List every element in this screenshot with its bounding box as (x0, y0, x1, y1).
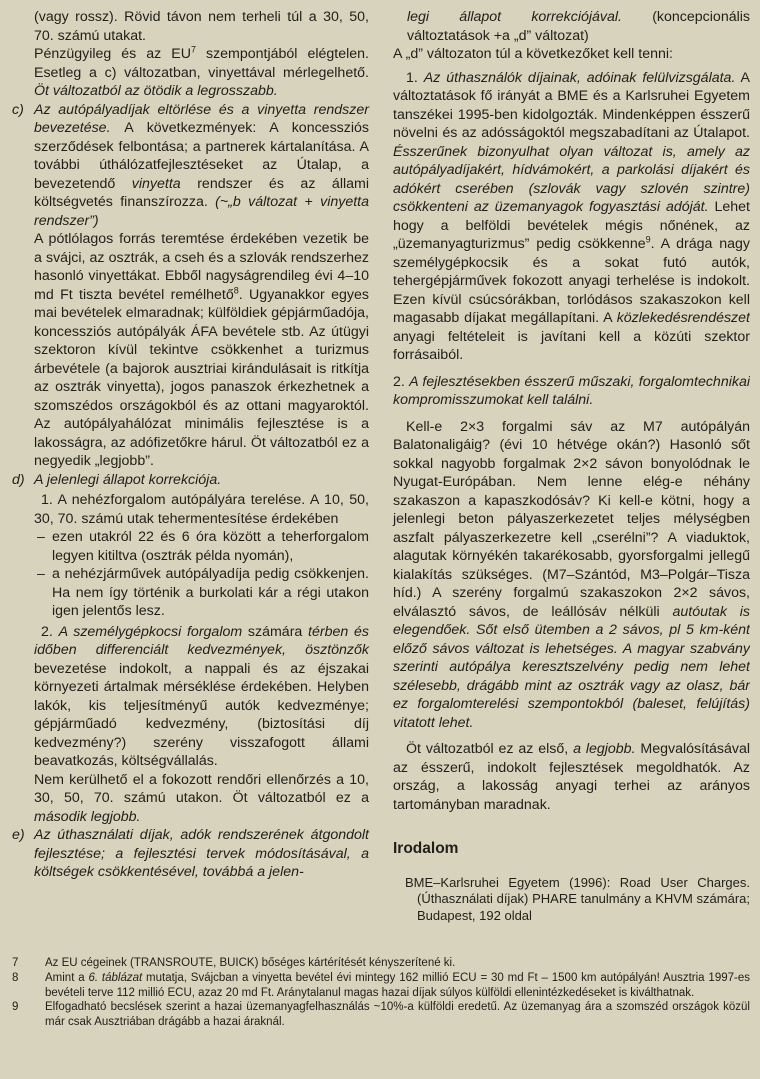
paragraph-b-continuation (12, 8, 369, 45)
text-run: Elfogadható becslések szerint a hazai üzemanyagfelhasználás ~10%-a külföldi eredetű. Az üzemanyag ára a szomszéd országok közül már csak Ausztriában drágább a hazai áraknál. (45, 1001, 750, 1029)
text-run-italic: a legjobb. (573, 741, 636, 757)
text-run-italic: Öt változatból az ötödik a legrosszabb. (34, 83, 278, 99)
text-run: Kell-e 2×3 forgalmi sáv az M7 autópályán Balatonaligáig? (évi 10 hétvége okán?) Hasonló sőt sokkal nagyobb forgalmak 2×2 sávon bonyolódnak le Nyugat-Európában. Nem lenne elég-e néhány szakaszon a kapaszkodósáv? Ki kell-e kötni, hogy a jelenlegi beton pályaszerkezetet teljes mélységben aszfalt pályaszerkezetre kell „cserélni”? A viaduktok, alagutak környékén takarékosabb, gyorsforgalmi jellegű kialakítás szükséges. (M7–Szántód, M3–Polgár–Tisza híd.) A szerény forgalmú szakaszokon 2×2 sávos, elválasztó sávos, de leállósáv nélküli (393, 418, 750, 620)
text-run: Lehet hogy a belföldi bevételek mégis nőnének, az „üzemanyagturizmus” pedig csökkenne (393, 199, 750, 252)
text-run: 1. A nehézforgalom autópályára terelése. A 10, 50, 30, 70. számú utak tehermentesítése érdekében (34, 492, 369, 527)
text-run-italic: Az úthasználók díjainak, adóinak felülvizsgálata. (423, 69, 736, 86)
footnote-ref-7: 7 (190, 44, 196, 55)
footnote-number: 9 (12, 1001, 19, 1014)
footnote-text (45, 971, 750, 1001)
footnote-ref-9: 9 (645, 234, 651, 245)
footnotes-section (12, 956, 750, 1030)
text-run-italic: térben és időben differenciált kedvezmények, ösztönzők (34, 623, 369, 658)
dash-item-2 (34, 565, 369, 621)
text-run-italic: Az úthasználati díjak, adók rendszerének átgondolt fejlesztése; a fejlesztési tervek módosításával, a költségek csökkentésével, továbbá a jelen- (34, 827, 369, 880)
footnote-number: 7 (12, 957, 19, 969)
paragraph-d-3 (34, 771, 369, 827)
paragraph-r1 (393, 69, 750, 365)
text-run-italic: legi állapot korrekciójával. (407, 9, 622, 25)
text-run: A pótlólagos forrás teremtése érdekében vezetik be a svájci, az osztrák, a cseh és a szlovák rendszerhez hasonló vinyettákat. Ebből nagyságrendileg évi 4–10 md Ft tiszta bevétel remélhető (34, 231, 369, 303)
text-run: számára (242, 623, 309, 640)
paragraph-intro (393, 45, 750, 64)
text-run: Pénzügyileg és az EU (34, 46, 191, 62)
text-run: bevezetése indokolt, a nappali és az éjszakai környezeti ártalmak mérséklése érdekében. Helyben lakók, kis teljesítményű autók kedvezménye; gépjárműadó kedvezmény, (biztosítási díj kedvezmény?) szerény visszafogott állami beavatkozás, költségvállalás. (34, 660, 369, 769)
footnote-ref-8: 8 (233, 284, 239, 295)
list-label-e: e) (12, 827, 25, 843)
text-run-italic: (~„b változat + vinyetta rendszer”) (34, 194, 369, 229)
dash-marker: – (37, 529, 45, 545)
text-run: 2. (393, 373, 410, 390)
dash-marker: – (37, 566, 45, 582)
text-run-italic: A fejlesztésekben ésszerű műszaki, forgalomtechnikai kompromisszumokat kell találni. (393, 373, 750, 408)
footnote-7 (12, 956, 750, 971)
dash-text: ezen utakról 22 és 6 óra között a teherforgalom legyen kitiltva (osztrák példa nyomán), (52, 529, 369, 564)
paragraph-d-1 (34, 491, 369, 528)
text-run-italic: A jelenlegi állapot korrekciója. (34, 471, 222, 488)
text-run: Nem kerülhető el a fokozott rendőri ellenőrzés a 10, 30, 50, 70. számú utakon. Öt változatból ez a (34, 771, 369, 806)
footnote-text (45, 956, 750, 971)
text-run: rendszer és az állami költségvetés finanszírozza. (34, 175, 369, 210)
footnote-9 (12, 1000, 750, 1030)
text-run: (vagy rossz). Rövid távon nem terheli túl a 30, 50, 70. számú utakat. (34, 9, 369, 44)
text-run: anyagi feltételeit is javítani kell a közúti szektor forrásaiból. (393, 328, 750, 363)
paragraph-c-lead (34, 101, 369, 231)
list-body-c (34, 101, 369, 471)
text-run-italic: Ésszerűnek bizonyulhat olyan változat is, amely az autópályadíjakért, hídvámokért, a parkolási díjakért és adókért cserében (szlovák vagy szlovén szintre) csökkenteni az üzemanyagok fogyasztási adóját. (393, 143, 750, 215)
text-run: mutatja, Svájcban a vinyetta bevétel évi mintegy 162 millió ECU = 30 md Ft – 1500 km autópályán! Ausztria 1997-es bevételi terve 112 millió ECU, azaz 20 md Ft. Aránytalanul magas hazai díjak súlyos külföldi ellenintézkedéseket is kiválthatnak. (45, 971, 750, 999)
paragraph-e-continuation (393, 8, 750, 45)
text-run-italic: Az autópályadíjak eltörlése és a vinyetta rendszer bevezetése. (34, 101, 369, 136)
list-body-d (34, 471, 369, 827)
text-run: . A drága nagy személygépkocsik és a sokat futó autók, tehergépjárművek fokozott anyagi terhelése is indokolt. Ezen kívül csúcsórákban, torlódásos szakaszokon kell magasabb díjakat megállapítani. A (393, 236, 750, 326)
text-run: Öt változatból ez az első, (406, 741, 574, 757)
right-column (393, 8, 750, 944)
text-run: 1. (406, 69, 424, 86)
paragraph-r3 (393, 418, 750, 733)
bibliography-entry (393, 875, 750, 925)
text-run-italic: közlekedésrendészet (616, 310, 750, 326)
section-heading-irodalom (393, 840, 750, 859)
list-item-e (12, 826, 369, 882)
list-item-d (12, 471, 369, 827)
text-run: A következmények: A koncessziós szerződések felbontása; a partnerek kártalanítása. A további úthálózatfejlesztéseket az Útalap, a bevezetendő (34, 120, 369, 192)
text-run: A „d” változaton túl a következőket kell tenni: (393, 46, 673, 62)
paragraph-r4 (393, 740, 750, 814)
paragraph-e-lead (34, 826, 369, 882)
text-run: Amint a (45, 971, 89, 984)
text-run: BME–Karlsruhei Egyetem (1996): Road User Charges. (Úthasználati díjak) PHARE tanulmány a KHVM számára; Budapest, 192 oldal (405, 874, 750, 924)
text-run-italic: vinyetta (131, 175, 181, 192)
text-run: . Ugyanakkor egyes mai bevételek elmaradnak; külföldiek gépjárműadója, koncessziós autópályák ÁFA bevétele stb. Az útügyi szektoron kívül tekintve csökkenhet a turizmus árbevétele (a bajorok ausztriai kirándulásait is ritkítja az osztrák vinyetta), jogos panaszok érkezhetnek a szomszédos országokból és az ottani magyaroktól. Az autópályahálózat minimális fejlesztése is a lakosságra, az adófizetőkre hárul. Öt változatból ez a negyedik „legjobb”. (34, 286, 369, 469)
list-body-e (34, 826, 369, 882)
list-label-c: c) (12, 101, 24, 118)
text-run: szempontjából elégtelen. Esetleg a c) változatban, vinyettával mérlegelhető. (34, 46, 369, 81)
paragraph-c-2 (34, 230, 369, 471)
text-run: (koncepcionális változtatások +a „d” változat) (407, 9, 750, 44)
text-run: Irodalom (393, 840, 459, 857)
text-run-italic: második legjobb. (34, 808, 141, 825)
text-run: Megvalósításával az ésszerű, indokolt fejlesztések megoldhatók. Az ország, a lakosság anyagi terhei az arányos tartományban maradnak. (393, 741, 750, 813)
text-run: Az EU cégeinek (TRANSROUTE, BUICK) bőséges kártérítését kényszerítené ki. (45, 957, 456, 969)
dash-text: a nehézjárművek autópályadíja pedig csökkenjen. Ha nem így történik a burkolati kár a régi utakon igen jelentős lesz. (52, 566, 369, 619)
paragraph-d-2 (34, 623, 369, 771)
paragraph-b-conclusion (12, 45, 369, 101)
left-column (12, 8, 369, 944)
footnote-number: 8 (12, 971, 19, 984)
footnote-text (45, 1000, 750, 1030)
paragraph-d-lead (34, 471, 369, 490)
two-column-text (12, 8, 750, 944)
footnote-8 (12, 971, 750, 1001)
text-run-italic: autóutak is elegendőek. Sőt első ütemben a 2 sávos, pl 5 km-ként előző sávos változat is lehetséges. A magyar szabvány szerinti autópálya keresztszelvény pedig nem lehet szélesebb, drágább mint az osztrák vagy az olasz, bár ez forgalomterelési szempontokból (baleset, felújítás) vitatott lehet. (393, 603, 750, 731)
text-run: 2. (41, 623, 59, 640)
list-item-c (12, 101, 369, 471)
text-run: A változtatások fő irányát a BME és a Karlsruhei Egyetem tanszékei 1995-ben kidolgozták. Mindenképpen ésszerű növelni és az adósságoktól megszabadítani az Útalapot. (393, 69, 750, 141)
paragraph-r2 (393, 373, 750, 410)
dash-item-1 (34, 528, 369, 565)
text-run-italic: A személygépkocsi forgalom (58, 623, 243, 640)
text-run-italic: 6. táblázat (88, 971, 143, 984)
list-label-d: d) (12, 471, 25, 488)
